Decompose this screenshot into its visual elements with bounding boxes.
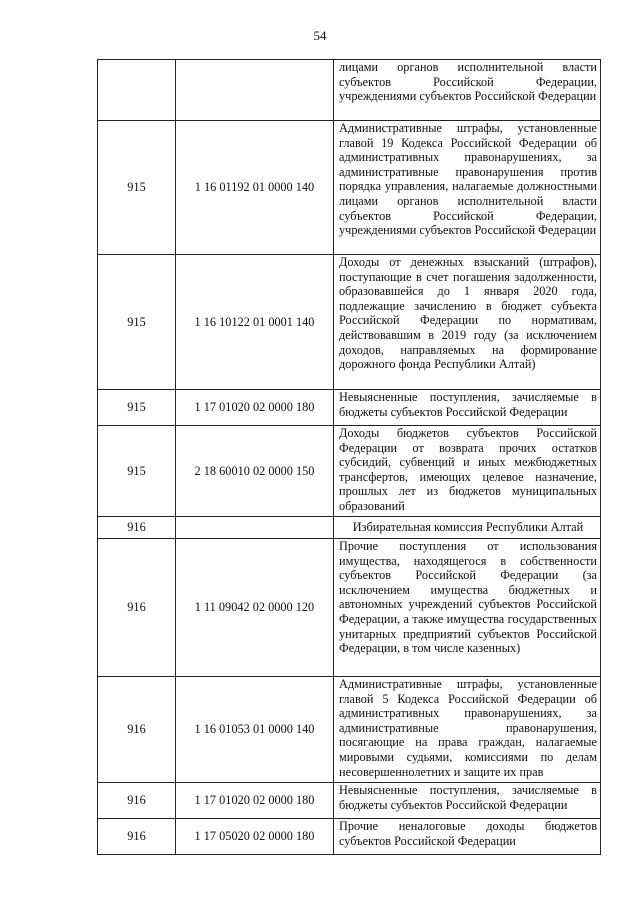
revenue-codes-table [97, 59, 601, 855]
revenue-name-cell: Невыясненные поступления, зачисляемые в бюджеты субъектов Российской Федерации [334, 783, 601, 819]
table-row [98, 426, 601, 517]
revenue-name-cell: Доходы бюджетов субъектов Российской Федерации от возврата прочих остатков субсидий, субвенций и иных межбюджетных трансфертов, имеющих целевое назначение, прошлых лет из бюджетов муниципальных образований [334, 426, 601, 517]
budget-code-cell [176, 60, 334, 121]
revenue-name-cell: Невыясненные поступления, зачисляемые в бюджеты субъектов Российской Федерации [334, 390, 601, 426]
table-row [98, 819, 601, 855]
table-row [98, 517, 601, 539]
budget-code-cell: 1 17 01020 02 0000 180 [176, 783, 334, 819]
revenue-name-cell: лицами органов исполнительной власти субъектов Российской Федерации, учреждениями субъектов Российской Федерации [334, 60, 601, 121]
budget-code-cell [176, 517, 334, 539]
admin-code-cell: 915 [98, 255, 176, 390]
budget-code-cell: 1 11 09042 02 0000 120 [176, 539, 334, 677]
table-row [98, 121, 601, 255]
budget-code-cell: 1 16 01192 01 0000 140 [176, 121, 334, 255]
page-number: 54 [313, 28, 327, 43]
budget-code-cell: 1 16 01053 01 0000 140 [176, 677, 334, 783]
admin-code-cell: 915 [98, 121, 176, 255]
revenue-name-cell: Доходы от денежных взысканий (штрафов), поступающие в счет погашения задолженности, образовавшейся до 1 января 2020 года, подлежащие зачислению в бюджет субъекта Российской Федерации по нормативам, действовавшим в 2019 году (за исключением доходов, направляемых на формирование дорожного фонда Республики Алтай) [334, 255, 601, 390]
admin-code-cell: 915 [98, 426, 176, 517]
budget-code-cell: 1 16 10122 01 0001 140 [176, 255, 334, 390]
revenue-name-cell: Административные штрафы, установленные главой 5 Кодекса Российской Федерации об административных правонарушениях, за административные правонарушения, посягающие на права граждан, налагаемые мировыми судьями, комиссиями по делам несовершеннолетних и защите их прав [334, 677, 601, 783]
table-row [98, 677, 601, 783]
revenue-name-cell: Прочие неналоговые доходы бюджетов субъектов Российской Федерации [334, 819, 601, 855]
admin-code-cell: 915 [98, 390, 176, 426]
revenue-name-cell: Прочие поступления от использования имущества, находящегося в собственности субъектов Российской Федерации (за исключением имущества бюджетных и автономных учреждений субъектов Российской Федерации, а также имущества государственных унитарных предприятий субъектов Российской Федерации, в том числе казенных) [334, 539, 601, 677]
admin-code-cell: 916 [98, 677, 176, 783]
admin-code-cell: 916 [98, 539, 176, 677]
budget-code-cell: 1 17 05020 02 0000 180 [176, 819, 334, 855]
admin-code-cell: 916 [98, 517, 176, 539]
table-row [98, 60, 601, 121]
budget-code-cell: 1 17 01020 02 0000 180 [176, 390, 334, 426]
table-row [98, 539, 601, 677]
table-row [98, 783, 601, 819]
budget-code-cell: 2 18 60010 02 0000 150 [176, 426, 334, 517]
table-row [98, 390, 601, 426]
admin-code-cell [98, 60, 176, 121]
table-row [98, 255, 601, 390]
section-heading-cell: Избирательная комиссия Республики Алтай [334, 517, 601, 539]
revenue-name-cell: Административные штрафы, установленные главой 19 Кодекса Российской Федерации об административных правонарушениях, за административные правонарушения против порядка управления, налагаемые должностными лицами органов исполнительной власти субъектов Российской Федерации, учреждениями субъектов Российской Федерации [334, 121, 601, 255]
admin-code-cell: 916 [98, 783, 176, 819]
admin-code-cell: 916 [98, 819, 176, 855]
